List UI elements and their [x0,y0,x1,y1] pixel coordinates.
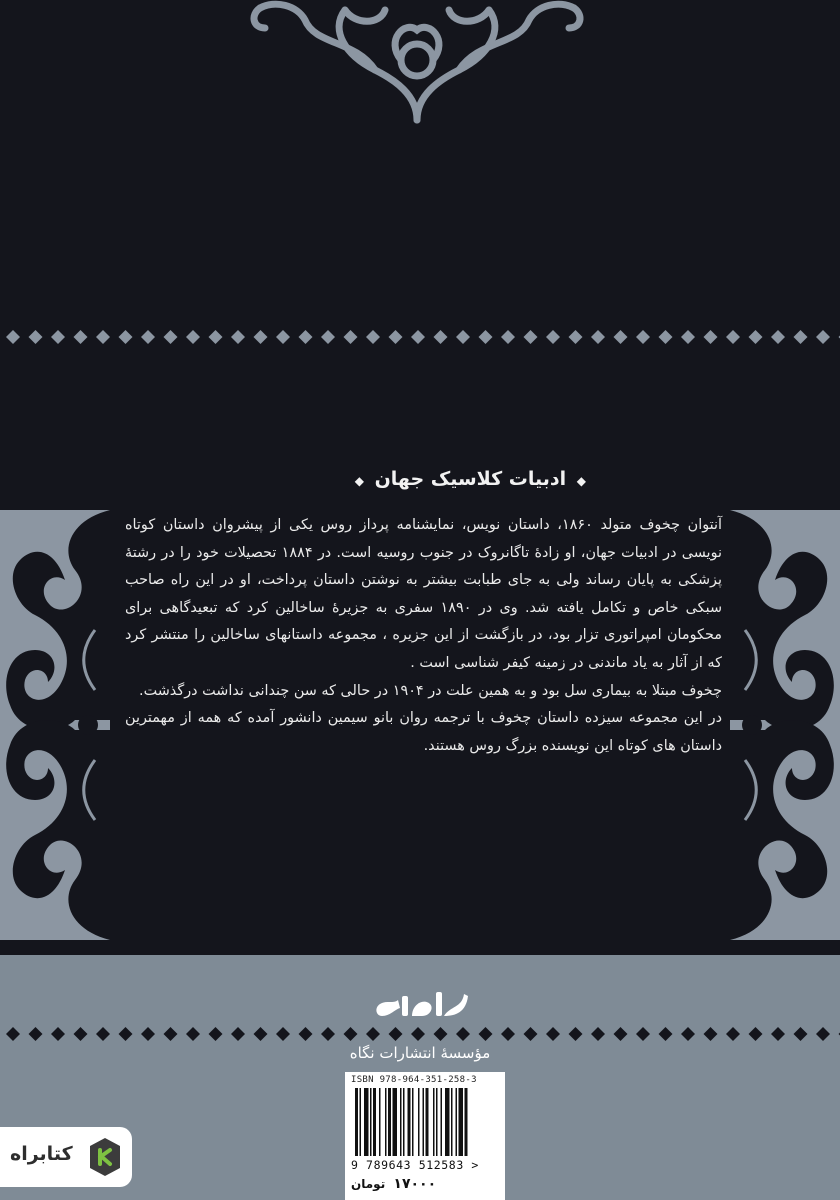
diamond-icon [749,1027,763,1041]
barcode-bar [370,1088,372,1156]
diamond-icon [96,1027,110,1041]
diamond-icon [119,1027,133,1041]
price-unit: تومان [351,1177,386,1191]
diamond-icon [164,330,178,344]
diamond-icon [434,330,448,344]
diamond-icon [6,1027,20,1041]
diamond-icon [299,1027,313,1041]
series-heading [250,468,590,490]
diamond-icon [254,1027,268,1041]
barcode-bar [423,1088,425,1156]
diamond-icon [501,1027,515,1041]
barcode-bar [433,1088,435,1156]
barcode-bar [418,1088,420,1156]
heading-bullet-icon: ◆ [576,474,586,488]
diamond-icon [546,1027,560,1041]
diamond-band-upper [0,326,840,348]
diamond-icon [591,1027,605,1041]
diamond-icon [186,330,200,344]
diamond-icon [74,1027,88,1041]
diamond-icon [726,330,740,344]
diamond-icon [389,330,403,344]
price-amount: ۱۷۰۰۰ [393,1176,437,1192]
diamond-icon [119,330,133,344]
diamond-icon [794,330,808,344]
diamond-icon [591,330,605,344]
barcode-bar [388,1088,391,1156]
diamond-icon [29,1027,43,1041]
barcode-bar [436,1088,438,1156]
diamond-icon [524,1027,538,1041]
diamond-icon [456,1027,470,1041]
barcode-bar [441,1088,443,1156]
diamond-icon [51,330,65,344]
barcode-bar [393,1088,398,1156]
diamond-icon [546,330,560,344]
diamond-icon [209,1027,223,1041]
diamond-icon [254,330,268,344]
barcode-bar [355,1088,358,1156]
diamond-icon [96,330,110,344]
barcode-box [345,1072,505,1200]
diamond-icon [434,1027,448,1041]
diamond-icon [456,330,470,344]
negah-logo-icon [372,986,468,1024]
diamond-icon [771,1027,785,1041]
diamond-icon [74,330,88,344]
heading-bullet-icon: ◆ [354,474,364,488]
publisher-name: مؤسسهٔ انتشارات نگاه [349,1044,491,1062]
barcode-bar [400,1088,402,1156]
barcode-bar [456,1088,458,1156]
ketabrah-logo-icon [86,1136,124,1178]
diamond-icon [816,330,830,344]
diamond-icon [771,330,785,344]
diamond-icon [681,330,695,344]
diamond-icon [704,1027,718,1041]
diamond-icon [569,1027,583,1041]
diamond-icon [344,1027,358,1041]
diamond-icon [726,1027,740,1041]
top-ornament-icon [235,0,600,125]
diamond-icon [29,330,43,344]
barcode-bar [408,1088,411,1156]
diamond-icon [614,1027,628,1041]
diamond-icon [479,1027,493,1041]
diamond-icon [659,1027,673,1041]
blurb-paragraph: چخوف مبتلا به بیماری سل بود و به همین علت در ۱۹۰۴ در حالی که سن چندانی نداشت درگذشت. [139,682,722,699]
blurb-paragraph: آنتوان چخوف متولد ۱۸۶۰، داستان نویس، نمایشنامه پرداز روس یکی از پیشروان داستان کوتاه نویسی در ادبیات جهان، او زادهٔ تاگانروک در جنوب روسیه است. در ۱۸۸۴ تحصیلات خود را در رشتهٔ پزشکی به پایان رساند ولی به جای طبابت بیشتر به نوشتن داستان پرداخت، او در این راه صاحب سبکی خاص و تکامل یافته شد. وی در ۱۸۹۰ سفری به جزیرهٔ ساخالین کرد که تبعیدگاهی برای محکومان امپراتوری تزار بود، در بازگشت از این جزیره ، مجموعه داستانهای ساخالین را منتشر کرد که از آثار به یاد ماندنی در زمینه کیفر شناسی است . [125,517,723,671]
diamond-icon [51,1027,65,1041]
series-heading-text: ادبیات کلاسیک جهان [374,468,567,490]
diamond-icon [321,330,335,344]
barcode-bar [385,1088,387,1156]
barcode-bar [403,1088,405,1156]
barcode-bar [364,1088,369,1156]
diamond-icon [6,330,20,344]
diamond-icon [636,1027,650,1041]
diamond-icon [659,330,673,344]
right-side-ornament-icon [730,510,840,940]
diamond-icon [366,1027,380,1041]
diamond-icon [569,330,583,344]
barcode-number: 9 789643 512583 > [351,1158,479,1172]
ketabrah-watermark [0,1127,132,1187]
diamond-band-lower [0,1023,840,1045]
diamond-icon [704,330,718,344]
diamond-icon [366,330,380,344]
diamond-icon [524,330,538,344]
barcode-bar [426,1088,429,1156]
diamond-icon [186,1027,200,1041]
barcode-bar [412,1088,414,1156]
barcode-bar [379,1088,381,1156]
diamond-icon [389,1027,403,1041]
diamond-icon [636,330,650,344]
diamond-icon [501,330,515,344]
diamond-icon [141,1027,155,1041]
ketabrah-text: کتابراه [10,1143,73,1165]
diamond-icon [614,330,628,344]
diamond-icon [276,1027,290,1041]
diamond-icon [141,330,155,344]
diamond-icon [231,1027,245,1041]
diamond-icon [749,330,763,344]
barcode-bar [445,1088,450,1156]
diamond-icon [321,1027,335,1041]
barcode-bar [360,1088,362,1156]
price [351,1176,436,1192]
diamond-icon [209,330,223,344]
diamond-icon [816,1027,830,1041]
left-side-ornament-icon [0,510,110,940]
isbn-label: ISBN 978-964-351-258-3 [351,1075,477,1085]
diamond-icon [276,330,290,344]
barcode-bar [459,1088,464,1156]
diamond-icon [344,330,358,344]
barcode-bar [451,1088,453,1156]
barcode-icon [351,1088,499,1156]
barcode-bar [465,1088,468,1156]
blurb-paragraph: در این مجموعه سیزده داستان چخوف با ترجمه روان بانو سیمین دانشور آمده که همه از مهمترین داستان های کوتاه این نویسنده بزرگ روس هستند. [125,710,722,754]
diamond-icon [794,1027,808,1041]
diamond-icon [411,330,425,344]
diamond-icon [164,1027,178,1041]
barcode-bar [373,1088,376,1156]
diamond-icon [299,330,313,344]
diamond-icon [479,330,493,344]
blurb [125,512,722,760]
diamond-icon [681,1027,695,1041]
diamond-icon [411,1027,425,1041]
diamond-icon [231,330,245,344]
